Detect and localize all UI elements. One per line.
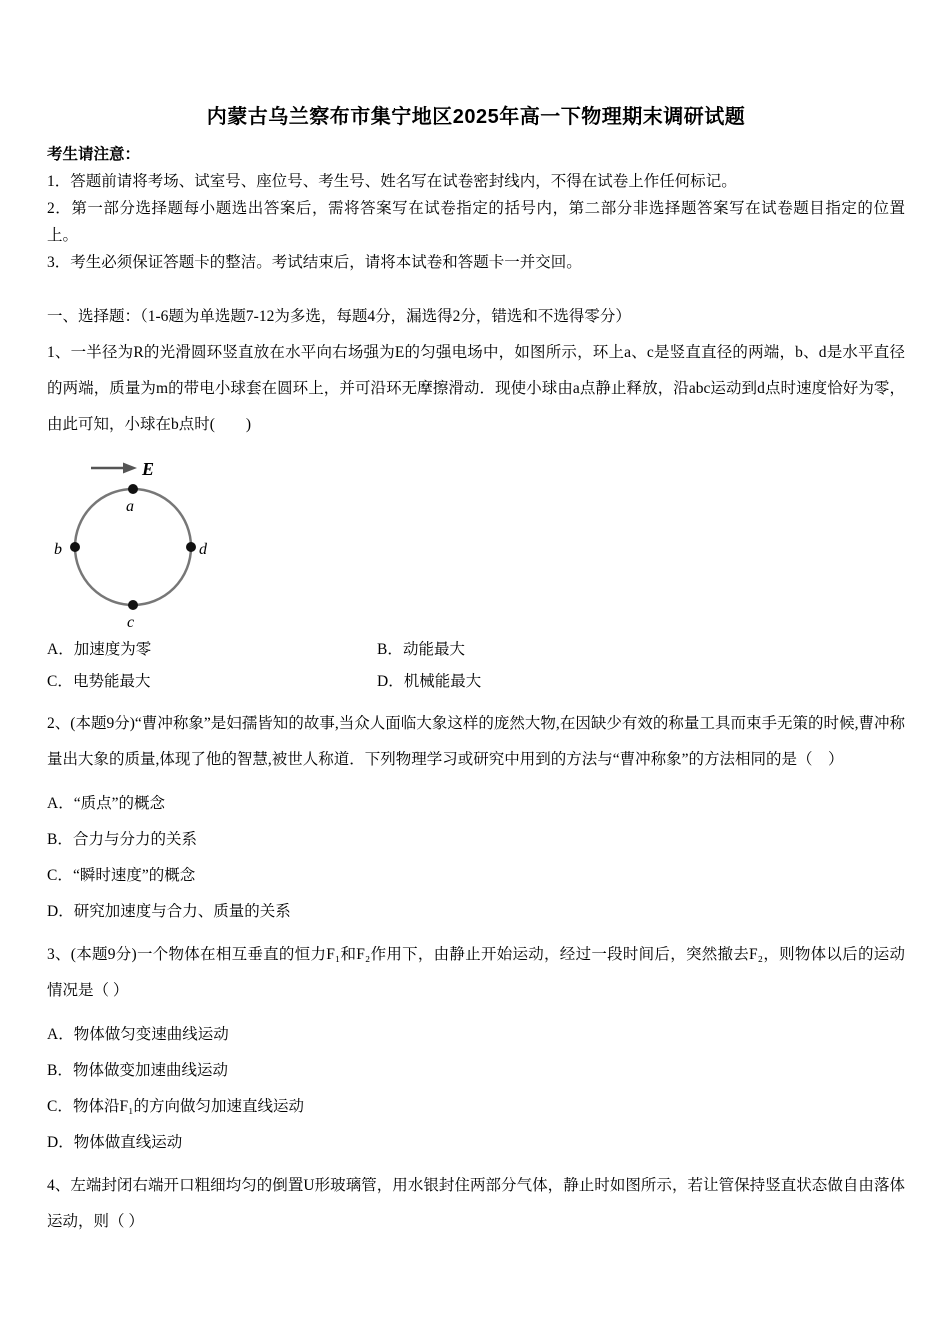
- q3-option-c: [47, 1096, 905, 1117]
- point-d-dot: [186, 542, 196, 552]
- q3-option-a-key: A．: [47, 1026, 74, 1043]
- point-b-label: b: [54, 541, 62, 558]
- q2-option-a-key: A．: [47, 795, 74, 812]
- question-3-options: [47, 1024, 905, 1153]
- q3-option-d-label: 物体做直线运动: [73, 1134, 183, 1151]
- question-1-text: 1、一半径为R的光滑圆环竖直放在水平向右场强为E的匀强电场中，如图所示，环上a、c是竖直直径的两端，b、d是水平直径的两端，质量为m的带电小球套在圆环上，并可沿环无摩擦滑动．现使小球由a点静止释放，沿abc运动到d点时速度恰好为零，由此可知，小球在b点时( ): [47, 344, 905, 433]
- q3-option-c-key: C．: [47, 1098, 73, 1115]
- q1-option-b-key: B．: [377, 641, 403, 658]
- question-1-figure: [47, 451, 905, 631]
- q2-option-c: [47, 865, 905, 886]
- q2-option-d-label: 研究加速度与合力、质量的关系: [73, 903, 291, 920]
- q2-option-c-label: “瞬时速度”的概念: [73, 867, 196, 884]
- field-arrow-head: [123, 463, 137, 474]
- q3-option-d-key: D．: [47, 1134, 74, 1151]
- q2-option-b: [47, 829, 905, 850]
- q1-option-b: [377, 639, 905, 660]
- question-1: [47, 335, 905, 692]
- question-2-options: [47, 793, 905, 922]
- notice-item-1: 1．答题前请将考场、试室号、座位号、考生号、姓名写在试卷密封线内，不得在试卷上作任何标记。: [47, 173, 737, 190]
- point-c-dot: [128, 600, 138, 610]
- q1-option-d-label: 机械能最大: [403, 673, 482, 690]
- q2-option-a: [47, 793, 905, 814]
- notice-section: [47, 141, 905, 276]
- q2-option-c-key: C．: [47, 867, 73, 884]
- q1-option-d: [377, 671, 905, 692]
- q1-option-c: [47, 671, 377, 692]
- field-label-E: E: [142, 459, 155, 479]
- section-1-heading: 一、选择题：（1-6题为单选题7-12为多选，每题4分，漏选得2分，错选和不选得零分）: [47, 308, 631, 325]
- q3-option-b-key: B．: [47, 1062, 73, 1079]
- question-4-text: 4、左端封闭右端开口粗细均匀的倒置U形玻璃管，用水银封住两部分气体，静止时如图所示，若让管保持竖直状态做自由落体运动，则（ ）: [47, 1177, 905, 1230]
- point-a-label: a: [126, 498, 134, 515]
- q1-option-d-key: D．: [377, 673, 404, 690]
- q3-option-a-label: 物体做匀变速曲线运动: [73, 1026, 229, 1043]
- q1-option-b-label: 动能最大: [403, 641, 466, 658]
- q3-option-b: [47, 1060, 905, 1081]
- question-2-text: 2、(本题9分)“曹冲称象”是妇孺皆知的故事,当众人面临大象这样的庞然大物,在因缺少有效的称量工具而束手无策的时候,曹冲称量出大象的质量,体现了他的智慧,被世人称道．下列物理学习或研究中用到的方法与“曹冲称象”的方法相同的是（ ）: [47, 715, 905, 768]
- q2-option-d: [47, 901, 905, 922]
- q1-option-c-label: 电势能最大: [73, 673, 151, 690]
- q2-option-d-key: D．: [47, 903, 74, 920]
- notice-heading: 考生请注意：: [47, 146, 141, 163]
- question-3: [47, 937, 905, 1153]
- question-4: [47, 1168, 905, 1240]
- q1-option-a: [47, 639, 377, 660]
- q2-option-a-label: “质点”的概念: [73, 795, 165, 812]
- q1-option-a-label: 加速度为零: [73, 641, 152, 658]
- q1-option-a-key: A．: [47, 641, 74, 658]
- q3-option-b-label: 物体做变加速曲线运动: [73, 1062, 229, 1079]
- point-b-dot: [70, 542, 80, 552]
- question-2: [47, 706, 905, 922]
- q1-option-c-key: C．: [47, 673, 73, 690]
- point-d-label: d: [199, 541, 207, 558]
- notice-item-2: 2．第一部分选择题每小题选出答案后，需将答案写在试卷指定的括号内，第二部分非选择题答案写在试卷题目指定的位置上。: [47, 200, 905, 244]
- q2-option-b-key: B．: [47, 831, 73, 848]
- circle-ring-diagram: [47, 451, 251, 631]
- question-1-options: [47, 639, 905, 692]
- point-a-dot: [128, 484, 138, 494]
- notice-item-3: 3．考生必须保证答题卡的整洁。考试结束后，请将本试卷和答题卡一并交回。: [47, 254, 582, 271]
- q3-option-a: [47, 1024, 905, 1045]
- q2-option-b-label: 合力与分力的关系: [73, 831, 198, 848]
- question-3-text: 3、(本题9分)一个物体在相互垂直的恒力F₁和F₂作用下，由静止开始运动，经过一段时间后，突然撤去F₂，则物体以后的运动情况是（ ）: [47, 946, 905, 999]
- page-title: 内蒙古乌兰察布市集宁地区2025年高一下物理期末调研试题: [206, 106, 746, 128]
- point-c-label: c: [127, 614, 135, 631]
- q3-option-d: [47, 1132, 905, 1153]
- q3-option-c-label: 物体沿F₁的方向做匀加速直线运动: [73, 1098, 305, 1115]
